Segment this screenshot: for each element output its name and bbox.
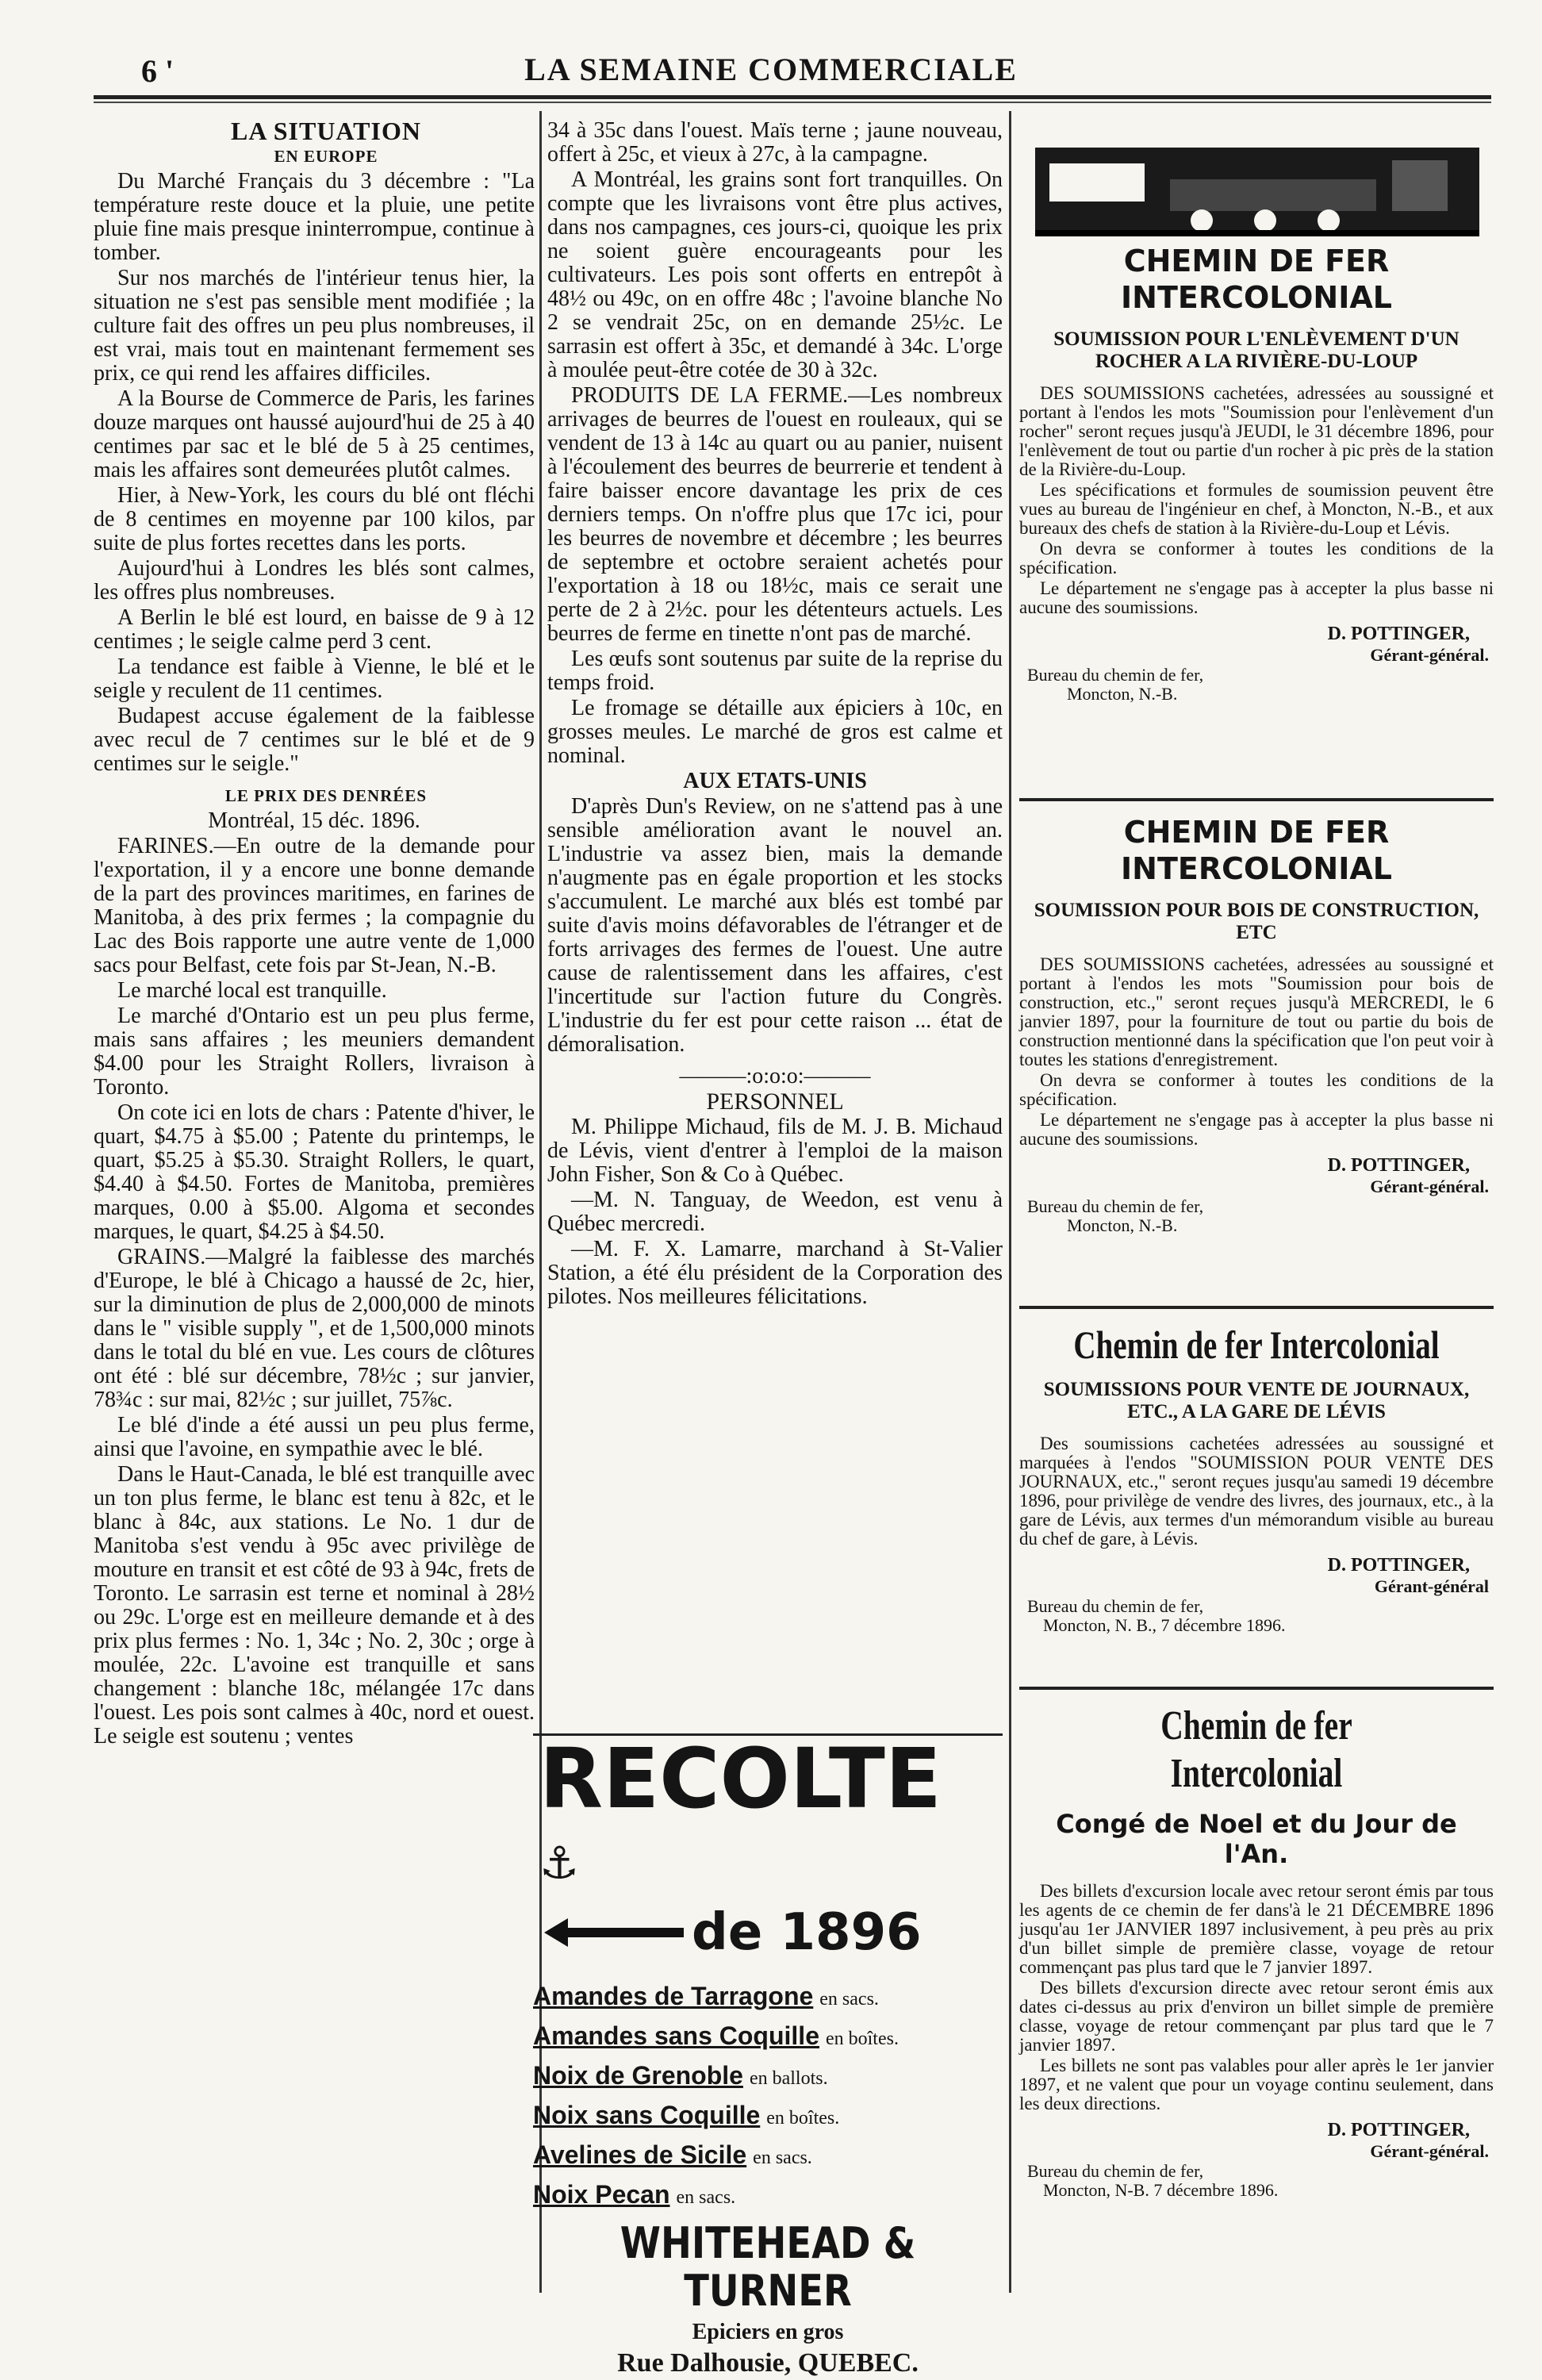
ad-body [1019, 384, 1494, 617]
firm-name: WHITEHEAD & TURNER [619, 2217, 916, 2316]
paragraph: A Berlin le blé est lourd, en baisse de 9 à 12 centimes ; le seigle calme perd 3 cent. [94, 605, 535, 654]
ad-body [1019, 1434, 1494, 1549]
paragraph: —M. F. X. Lamarre, marchand à St-Valier Station, a été élu président de la Corporation des pilotes. Nos meilleures félicitations. [547, 1237, 1003, 1309]
locomotive-illustration [1035, 148, 1479, 236]
paragraph: A Montréal, les grains sont fort tranquilles. On compte que les livraisons vont être plus actives, dans nos campagnes, ces jours-ci, quoique les prix ne soient guère encourageants pour les cultivateurs. Les pois sont offerts en entrepôt à 48½ ou 49c, on en offre 48c ; l'avoine blanche No 2 se vendrait 25c, on en demande 25½c. Le sarrasin est offert à 35c, et demandé à 34c. L'orge à moulée peut-être cotée de 30 à 32c. [547, 167, 1003, 382]
paragraph: On devra se conformer à toutes les conditions de la spécification. [1019, 1070, 1494, 1109]
railway-ad-rocher [1019, 243, 1494, 798]
signature-role: Gérant-général. [1370, 1177, 1489, 1196]
ad-title: CHEMIN DE FER INTERCOLONIAL [1121, 815, 1392, 886]
list-item: Amandes sans Coquille en boîtes. [533, 2021, 899, 2050]
office-place: Moncton, N.-B. [1067, 684, 1178, 704]
railway-ad-bois [1019, 814, 1494, 1306]
signature-role: Gérant-général [1374, 1576, 1489, 1596]
paragraph: Le fromage se détaille aux épiciers à 10c, en grosses meules. Le marché de gros est calme et nominal. [547, 696, 1003, 768]
product-list [533, 1982, 1003, 2212]
paragraph: Les billets ne sont pas valables pour aller après le 1er janvier 1897, et ne valent que pour un voyage continu seulement, dans les deux directions. [1019, 2056, 1494, 2113]
ad-subtitle: SOUMISSIONS POUR VENTE DE JOURNAUX, ETC., A LA GARE DE LÉVIS [1043, 1379, 1470, 1422]
paragraph: PRODUITS DE LA FERME.—Les nombreux arrivages de beurres de l'ouest en rouleaux, qui se vendent de 13 à 14c au quart ou au panier, nuisent à l'écoulement des beurres de beurrerie et tendent à faire baisser encore davantage les prix de ces derniers temps. On n'offre plus que 17c ici, pour les beurres de novembre et décembre ; les beurres de septembre et octobre seraient achetés pour l'exportation à 18 ou 18½c, mais ce serait une perte de 2 à 2½c. pour les détenteurs actuels. Les beurres de ferme en tinette n'ont pas de marché. [547, 383, 1003, 646]
office: Bureau du chemin de fer, [1027, 2161, 1204, 2181]
paragraph: Des soumissions cachetées adressées au soussigné et marquées à l'endos "SOUMISSION POUR VENTE DES JOURNAUX, etc.," seront reçues jusqu'au samedi 19 décembre 1896, pour privilège de vendre des livres, des journaux, etc., à la gare de Lévis, aux termes d'un mémorandum visible au bureau du chef de gare, à Lévis. [1019, 1434, 1494, 1549]
list-item: Noix sans Coquille en boîtes. [533, 2100, 840, 2129]
header-rule-thin [94, 102, 1491, 103]
article-title: LA SITUATION [231, 117, 421, 145]
signature-role: Gérant-général. [1370, 2141, 1489, 2161]
ad-subtitle: SOUMISSION POUR L'ENLÈVEMENT D'UN ROCHER A LA RIVIÈRE-DU-LOUP [1053, 328, 1460, 372]
paragraph: On devra se conformer à toutes les conditions de la spécification. [1019, 539, 1494, 578]
paragraph: La tendance est faible à Vienne, le blé et le seigle y reculent de 11 centimes. [94, 654, 535, 703]
paragraph: On cote ici en lots de chars : Patente d'hiver, le quart, $4.75 à $5.00 ; Patente du printemps, le quart, $5.25 à $5.30. Straight Rollers, le quart, $4.40 à $4.50. Fortes de Manitoba, premières marques, 0.00 à $5.00. Algoma et secondes marques, le quart, $4.25 à $4.50. [94, 1100, 535, 1244]
ad-body [1019, 1882, 1494, 2113]
paragraph: Hier, à New-York, les cours du blé ont fléchi de 8 centimes en moyenne par 100 kilos, par suite de plus fortes recettes dans les ports. [94, 483, 535, 555]
ad-title: CHEMIN DE FER INTERCOLONIAL [1121, 244, 1392, 315]
office: Bureau du chemin de fer, [1027, 1196, 1204, 1216]
office-place: Moncton, N. B., 7 décembre 1896. [1043, 1615, 1286, 1635]
paragraph: FARINES.—En outre de la demande pour l'exportation, il y a encore une bonne demande de la part des provinces maritimes, en farines de Manitoba, à des prix fermes ; la compagnie du Lac des Bois rapporte une autre vente de 1,000 sacs pour Belfast, cete fois par St-Jean, N.-B. [94, 834, 535, 977]
page-header [0, 0, 1542, 103]
paragraph: Le marché d'Ontario est un peu plus ferme, mais sans affaires ; les meuniers demandent $4.00 pour les Straight Rollers, livraison à Toronto. [94, 1004, 535, 1100]
paragraph: Aujourd'hui à Londres les blés sont calmes, les offres plus nombreuses. [94, 556, 535, 605]
ad-title: Chemin de fer Intercolonial [1160, 1703, 1352, 1796]
paragraph: M. Philippe Michaud, fils de M. J. B. Michaud de Lévis, vient d'entrer à l'emploi de la maison John Fisher, Son & Co à Québec. [547, 1115, 1003, 1187]
paragraph: GRAINS.—Malgré la faiblesse des marchés d'Europe, le blé à Chicago a haussé de 2c, hier, sur la diminution de plus de 2,000,000 de minots dans le " visible supply ", et de 1,500,000 minots dans le total du blé en vue. Les cours de clôtures ont été : blé sur décembre, 78½c ; sur janvier, 78¾c : sur mai, 82½c ; sur juillet, 75⅞c. [94, 1245, 535, 1412]
column-divider [1009, 111, 1011, 2293]
paragraph: Les œufs sont soutenus par suite de la reprise du temps froid. [547, 647, 1003, 695]
list-item: Amandes de Tarragone en sacs. [533, 1981, 879, 2010]
page-number: 6 ' [141, 53, 175, 89]
masthead: LA SEMAINE COMMERCIALE [524, 52, 1018, 87]
ad-year: de 1896 [692, 1902, 922, 1962]
paragraph: —M. N. Tanguay, de Weedon, est venu à Québec mercredi. [547, 1188, 1003, 1236]
column-3 [1019, 238, 1494, 2200]
section-heading: LE PRIX DES DENRÉES [224, 786, 428, 805]
ad-divider [1019, 798, 1494, 801]
article-subtitle: EN EUROPE [274, 147, 378, 166]
ad-headline: RECOLTE ⚓ [539, 1730, 942, 1890]
ad-subtitle: SOUMISSION POUR BOIS DE CONSTRUCTION, ETC [1034, 900, 1479, 943]
dateline: Montréal, 15 déc. 1896. [208, 808, 420, 833]
paragraph: A la Bourse de Commerce de Paris, les farines douze marques ont haussé aujourd'hui de 25 à 40 centimes par sac et le blé de 5 à 25 centimes, mais les affaires sont demeurées plutôt calmes. [94, 386, 535, 482]
ad-title: Chemin de fer Intercolonial [1073, 1322, 1440, 1367]
firm-trade: Epiciers en gros [692, 2319, 844, 2344]
ad-divider [1019, 1306, 1494, 1309]
arrowhead-icon [544, 1918, 568, 1947]
signature: D. POTTINGER, [1327, 1155, 1470, 1176]
list-item: Noix de Grenoble en ballots. [533, 2060, 828, 2090]
office-place: Moncton, N.-B. [1067, 1215, 1178, 1235]
paragraph: D'après Dun's Review, on ne s'attend pas à une sensible amélioration avant le nouvel an. L'industrie va assez bien, mais la demande n'augmente pas en égale proportion et les stocks s'accumulent. Le marché aux blés est tombé par suite d'avis moins défavorables de l'étranger et de forts arrivages des fermes de l'ouest. Une autre cause de ralentissement dans les affaires, c'est l'incertitude sur l'action future du Congrès. L'industrie du fer est pour cette raison ... état de démoralisation. [547, 794, 1003, 1057]
paragraph: Les spécifications et formules de soumission peuvent être vues au bureau de l'ingénieur en chef, à Moncton, N.-B., et aux bureaux des chefs de station à la Rivière-du-Loup et Lévis. [1019, 480, 1494, 538]
paragraph: Du Marché Français du 3 décembre : "La température reste douce et la pluie, une petite pluie fine mais presque ininterrompue, continue à tomber. [94, 169, 535, 265]
paragraph: DES SOUMISSIONS cachetées, adressées au soussigné et portant à l'endos les mots "Soumission pour l'enlèvement d'un rocher" seront reçues jusqu'à JEUDI, le 31 décembre 1896, pour l'enlèvement de tout ou partie d'un rocher à pic près de la station de la Rivière-du-Loup. [1019, 383, 1494, 479]
arrow-icon [565, 1928, 684, 1937]
anchor-icon: ⚓ [539, 1837, 580, 1890]
ad-divider [1019, 1687, 1494, 1690]
paragraph: Sur nos marchés de l'intérieur tenus hier, la situation ne s'est pas sensible ment modifiée ; la culture fait des offres un peu plus nombreuses, il est vrai, mais tout en maintenant fermement ses prix, ce qui rend les affaires difficiles. [94, 266, 535, 386]
office: Bureau du chemin de fer, [1027, 1596, 1204, 1616]
office-place: Moncton, N-B. 7 décembre 1896. [1043, 2180, 1279, 2200]
signature-role: Gérant-général. [1370, 645, 1489, 665]
paragraph: Le département ne s'engage pas à accepter la plus basse ni aucune des soumissions. [1019, 578, 1494, 617]
ad-body [1019, 955, 1494, 1149]
paragraph: 34 à 35c dans l'ouest. Maïs terne ; jaune nouveau, offert à 25c, et vieux à 27c, à la campagne. [547, 118, 1003, 167]
paragraph: Des billets d'excursion directe avec retour seront émis aux dates ci-dessus au prix d'environ un billet simple de première classe, voyage de retour commençant par plus tard que le 7 janvier 1897. [1019, 1978, 1494, 2055]
paragraph: Dans le Haut-Canada, le blé est tranquille avec un ton plus ferme, le blanc est tenu à 82c, et le blanc à 84c, aux stations. Le No. 1 dur de Manitoba s'est vendu à 95c avec privilège de mouture en transit et est côté de 93 à 94c, frets de Toronto. Le sarrasin est terne et nominal à 28½ ou 29c. L'orge est en meilleure demande et à des prix plus fermes : No. 1, 34c ; No. 2, 30c ; orge à moulée, 22c. L'avoine est tranquille et sans changement : blanche 18c, mélangée 17c dans l'ouest. Les pois sont calmes à 40c, nord et ouest. Le seigle est soutenu ; ventes [94, 1462, 535, 1749]
list-item: Noix Pecan en sacs. [533, 2179, 736, 2209]
ad-year-row [533, 1904, 1003, 1967]
firm-address: Rue Dalhousie, QUEBEC. [617, 2347, 919, 2378]
paragraph: Budapest accuse également de la faiblesse avec recul de 7 centimes sur le blé et de 9 centimes sur le seigle." [94, 704, 535, 776]
signature: D. POTTINGER, [1327, 1555, 1470, 1576]
recolte-advertisement [533, 1730, 1003, 2378]
header-rule [94, 95, 1491, 99]
ad-subtitle: Congé de Noel et du Jour de l'An. [1056, 1809, 1457, 1869]
signature: D. POTTINGER, [1327, 624, 1470, 644]
railway-ad-journaux [1019, 1322, 1494, 1687]
paragraph: Le blé d'inde a été aussi un peu plus ferme, ainsi que l'avoine, en sympathie avec le blé. [94, 1413, 535, 1461]
railway-ad-conge [1019, 1702, 1494, 2200]
paragraph: Le département ne s'engage pas à accepter la plus basse ni aucune des soumissions. [1019, 1110, 1494, 1149]
column-2 [547, 119, 1003, 1311]
paragraph: DES SOUMISSIONS cachetées, adressées au soussigné et portant à l'endos les mots "Soumission pour bois de construction, etc.," seront reçues jusqu'à MERCREDI, le 6 janvier 1897, pour la fourniture de tout ou partie du bois de construction mentionné dans la spécification que l'on peut voir à toutes les stations d'enregistrement. [1019, 954, 1494, 1069]
column-1 [94, 119, 535, 1750]
paragraph: Le marché local est tranquille. [117, 978, 387, 1003]
section-heading: PERSONNEL [706, 1088, 844, 1115]
office: Bureau du chemin de fer, [1027, 665, 1204, 685]
section-heading: AUX ETATS-UNIS [683, 769, 867, 793]
signature: D. POTTINGER, [1327, 2120, 1470, 2140]
paragraph: Des billets d'excursion locale avec retour seront émis par tous les agents de ce chemin de fer dans'à le 21 DÉCEMBRE 1896 jusqu'au 1er JANVIER 1897 inclusivement, à peu près au prix d'un billet simple de première classe, voyage de retour commençant pas plus tard que le 7 janvier 1897. [1019, 1881, 1494, 1977]
separator: ———:o:o:o:——— [679, 1064, 871, 1088]
list-item: Avelines de Sicile en sacs. [533, 2140, 812, 2169]
